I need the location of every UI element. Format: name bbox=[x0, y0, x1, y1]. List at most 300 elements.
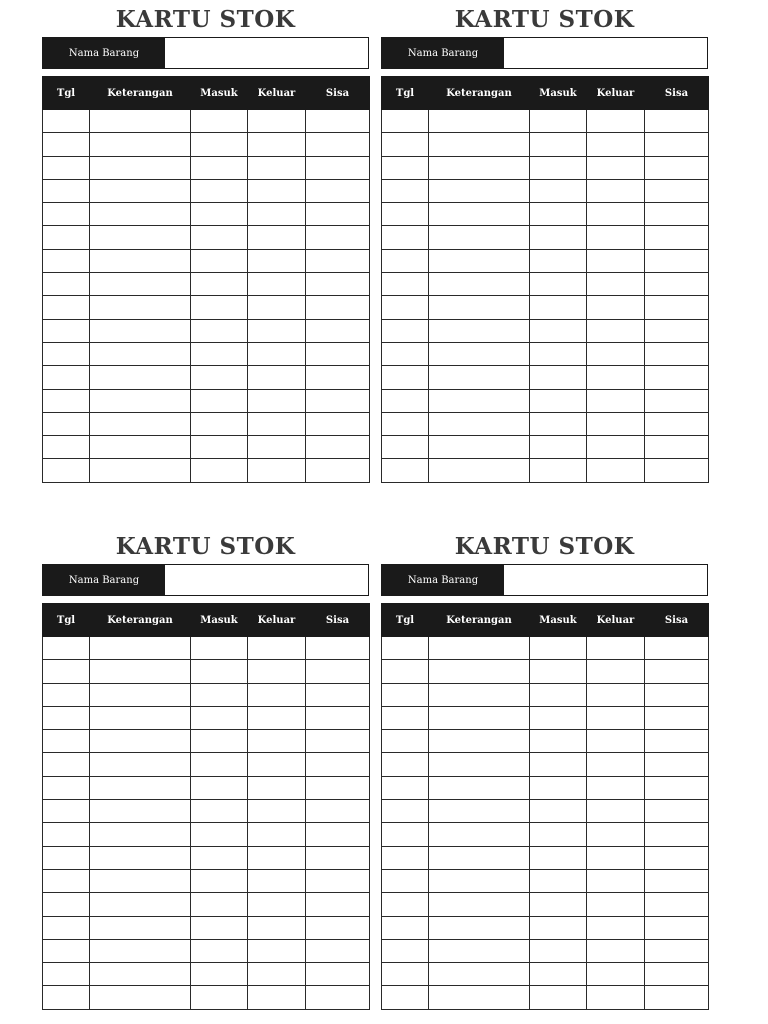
cell-keterangan[interactable] bbox=[90, 637, 191, 660]
cell-tgl[interactable] bbox=[43, 366, 90, 389]
cell-tgl[interactable] bbox=[43, 776, 90, 799]
cell-keterangan[interactable] bbox=[90, 893, 191, 916]
cell-sisa[interactable] bbox=[645, 637, 709, 660]
cell-sisa[interactable] bbox=[306, 683, 370, 706]
cell-sisa[interactable] bbox=[306, 110, 370, 133]
cell-keluar[interactable] bbox=[248, 893, 306, 916]
cell-masuk[interactable] bbox=[191, 319, 248, 342]
cell-tgl[interactable] bbox=[43, 296, 90, 319]
cell-sisa[interactable] bbox=[306, 916, 370, 939]
cell-sisa[interactable] bbox=[306, 273, 370, 296]
cell-tgl[interactable] bbox=[43, 823, 90, 846]
cell-keterangan[interactable] bbox=[429, 823, 530, 846]
cell-keluar[interactable] bbox=[248, 869, 306, 892]
cell-sisa[interactable] bbox=[306, 342, 370, 365]
cell-masuk[interactable] bbox=[530, 660, 587, 683]
cell-keterangan[interactable] bbox=[90, 342, 191, 365]
cell-tgl[interactable] bbox=[43, 389, 90, 412]
cell-sisa[interactable] bbox=[306, 753, 370, 776]
cell-tgl[interactable] bbox=[43, 893, 90, 916]
cell-keterangan[interactable] bbox=[90, 273, 191, 296]
cell-keluar[interactable] bbox=[248, 273, 306, 296]
cell-sisa[interactable] bbox=[645, 296, 709, 319]
cell-masuk[interactable] bbox=[191, 436, 248, 459]
cell-tgl[interactable] bbox=[43, 226, 90, 249]
cell-tgl[interactable] bbox=[382, 846, 429, 869]
cell-keluar[interactable] bbox=[587, 916, 645, 939]
cell-keluar[interactable] bbox=[248, 776, 306, 799]
cell-tgl[interactable] bbox=[382, 939, 429, 962]
cell-sisa[interactable] bbox=[306, 893, 370, 916]
cell-masuk[interactable] bbox=[191, 296, 248, 319]
cell-masuk[interactable] bbox=[530, 637, 587, 660]
cell-keluar[interactable] bbox=[248, 660, 306, 683]
cell-tgl[interactable] bbox=[382, 203, 429, 226]
cell-tgl[interactable] bbox=[382, 776, 429, 799]
item-name-field[interactable] bbox=[165, 38, 368, 68]
cell-keterangan[interactable] bbox=[429, 436, 530, 459]
cell-keterangan[interactable] bbox=[90, 110, 191, 133]
cell-masuk[interactable] bbox=[191, 846, 248, 869]
cell-tgl[interactable] bbox=[43, 273, 90, 296]
cell-sisa[interactable] bbox=[306, 436, 370, 459]
cell-keterangan[interactable] bbox=[90, 963, 191, 986]
cell-sisa[interactable] bbox=[645, 776, 709, 799]
cell-keterangan[interactable] bbox=[90, 660, 191, 683]
cell-keluar[interactable] bbox=[248, 916, 306, 939]
cell-keluar[interactable] bbox=[587, 800, 645, 823]
cell-keterangan[interactable] bbox=[429, 226, 530, 249]
cell-sisa[interactable] bbox=[306, 939, 370, 962]
cell-tgl[interactable] bbox=[43, 637, 90, 660]
cell-keterangan[interactable] bbox=[90, 869, 191, 892]
cell-keterangan[interactable] bbox=[429, 249, 530, 272]
cell-keterangan[interactable] bbox=[429, 156, 530, 179]
cell-keluar[interactable] bbox=[248, 412, 306, 435]
cell-masuk[interactable] bbox=[191, 342, 248, 365]
cell-keterangan[interactable] bbox=[90, 319, 191, 342]
cell-masuk[interactable] bbox=[191, 273, 248, 296]
cell-masuk[interactable] bbox=[530, 366, 587, 389]
cell-tgl[interactable] bbox=[43, 319, 90, 342]
cell-keterangan[interactable] bbox=[429, 296, 530, 319]
cell-sisa[interactable] bbox=[306, 296, 370, 319]
cell-keluar[interactable] bbox=[587, 459, 645, 482]
cell-sisa[interactable] bbox=[306, 730, 370, 753]
cell-keterangan[interactable] bbox=[90, 249, 191, 272]
cell-masuk[interactable] bbox=[191, 110, 248, 133]
cell-sisa[interactable] bbox=[306, 226, 370, 249]
cell-tgl[interactable] bbox=[382, 459, 429, 482]
cell-keterangan[interactable] bbox=[90, 939, 191, 962]
cell-tgl[interactable] bbox=[43, 110, 90, 133]
cell-keluar[interactable] bbox=[587, 156, 645, 179]
cell-keluar[interactable] bbox=[587, 226, 645, 249]
cell-masuk[interactable] bbox=[530, 133, 587, 156]
cell-sisa[interactable] bbox=[306, 986, 370, 1009]
cell-tgl[interactable] bbox=[43, 730, 90, 753]
cell-keterangan[interactable] bbox=[90, 226, 191, 249]
cell-keterangan[interactable] bbox=[429, 319, 530, 342]
cell-keterangan[interactable] bbox=[90, 800, 191, 823]
cell-keluar[interactable] bbox=[248, 203, 306, 226]
cell-keterangan[interactable] bbox=[90, 706, 191, 729]
cell-masuk[interactable] bbox=[191, 683, 248, 706]
cell-keluar[interactable] bbox=[587, 660, 645, 683]
cell-tgl[interactable] bbox=[382, 893, 429, 916]
cell-tgl[interactable] bbox=[382, 110, 429, 133]
cell-masuk[interactable] bbox=[191, 637, 248, 660]
cell-masuk[interactable] bbox=[191, 706, 248, 729]
cell-keterangan[interactable] bbox=[429, 893, 530, 916]
cell-masuk[interactable] bbox=[530, 800, 587, 823]
cell-tgl[interactable] bbox=[382, 366, 429, 389]
cell-keterangan[interactable] bbox=[90, 823, 191, 846]
cell-masuk[interactable] bbox=[191, 366, 248, 389]
cell-masuk[interactable] bbox=[191, 800, 248, 823]
cell-sisa[interactable] bbox=[306, 179, 370, 202]
cell-masuk[interactable] bbox=[530, 110, 587, 133]
cell-keterangan[interactable] bbox=[429, 916, 530, 939]
cell-sisa[interactable] bbox=[645, 133, 709, 156]
cell-keluar[interactable] bbox=[248, 706, 306, 729]
cell-masuk[interactable] bbox=[530, 963, 587, 986]
cell-keluar[interactable] bbox=[587, 753, 645, 776]
cell-keluar[interactable] bbox=[248, 939, 306, 962]
cell-masuk[interactable] bbox=[530, 776, 587, 799]
cell-sisa[interactable] bbox=[645, 110, 709, 133]
cell-tgl[interactable] bbox=[43, 203, 90, 226]
cell-masuk[interactable] bbox=[530, 296, 587, 319]
cell-tgl[interactable] bbox=[382, 963, 429, 986]
cell-keterangan[interactable] bbox=[429, 753, 530, 776]
cell-keterangan[interactable] bbox=[429, 706, 530, 729]
cell-sisa[interactable] bbox=[645, 412, 709, 435]
cell-sisa[interactable] bbox=[306, 800, 370, 823]
cell-keluar[interactable] bbox=[248, 730, 306, 753]
cell-keterangan[interactable] bbox=[429, 273, 530, 296]
cell-tgl[interactable] bbox=[382, 226, 429, 249]
cell-keterangan[interactable] bbox=[90, 753, 191, 776]
cell-masuk[interactable] bbox=[191, 916, 248, 939]
cell-keluar[interactable] bbox=[587, 436, 645, 459]
cell-keluar[interactable] bbox=[587, 706, 645, 729]
cell-tgl[interactable] bbox=[43, 412, 90, 435]
cell-sisa[interactable] bbox=[645, 706, 709, 729]
cell-tgl[interactable] bbox=[43, 869, 90, 892]
cell-keterangan[interactable] bbox=[429, 660, 530, 683]
cell-masuk[interactable] bbox=[530, 893, 587, 916]
cell-tgl[interactable] bbox=[43, 939, 90, 962]
cell-keterangan[interactable] bbox=[429, 366, 530, 389]
cell-tgl[interactable] bbox=[43, 683, 90, 706]
cell-keluar[interactable] bbox=[587, 730, 645, 753]
cell-sisa[interactable] bbox=[306, 706, 370, 729]
cell-keluar[interactable] bbox=[587, 133, 645, 156]
cell-keterangan[interactable] bbox=[429, 730, 530, 753]
cell-keluar[interactable] bbox=[587, 893, 645, 916]
cell-sisa[interactable] bbox=[645, 753, 709, 776]
cell-tgl[interactable] bbox=[43, 986, 90, 1009]
cell-sisa[interactable] bbox=[645, 226, 709, 249]
cell-tgl[interactable] bbox=[382, 986, 429, 1009]
cell-keluar[interactable] bbox=[587, 412, 645, 435]
cell-keluar[interactable] bbox=[587, 110, 645, 133]
cell-tgl[interactable] bbox=[382, 342, 429, 365]
cell-keluar[interactable] bbox=[248, 683, 306, 706]
cell-keluar[interactable] bbox=[587, 869, 645, 892]
cell-sisa[interactable] bbox=[645, 366, 709, 389]
cell-tgl[interactable] bbox=[382, 800, 429, 823]
cell-masuk[interactable] bbox=[191, 730, 248, 753]
cell-keterangan[interactable] bbox=[90, 730, 191, 753]
cell-sisa[interactable] bbox=[306, 869, 370, 892]
cell-sisa[interactable] bbox=[306, 366, 370, 389]
cell-masuk[interactable] bbox=[530, 986, 587, 1009]
cell-keluar[interactable] bbox=[248, 179, 306, 202]
cell-masuk[interactable] bbox=[530, 412, 587, 435]
cell-sisa[interactable] bbox=[306, 203, 370, 226]
cell-masuk[interactable] bbox=[191, 412, 248, 435]
cell-keterangan[interactable] bbox=[429, 459, 530, 482]
cell-keluar[interactable] bbox=[248, 963, 306, 986]
cell-masuk[interactable] bbox=[530, 342, 587, 365]
cell-masuk[interactable] bbox=[530, 916, 587, 939]
cell-tgl[interactable] bbox=[43, 179, 90, 202]
cell-keluar[interactable] bbox=[587, 366, 645, 389]
cell-masuk[interactable] bbox=[530, 203, 587, 226]
cell-masuk[interactable] bbox=[191, 249, 248, 272]
cell-sisa[interactable] bbox=[306, 389, 370, 412]
item-name-field[interactable] bbox=[165, 565, 368, 595]
cell-sisa[interactable] bbox=[306, 459, 370, 482]
cell-keluar[interactable] bbox=[587, 846, 645, 869]
cell-masuk[interactable] bbox=[191, 133, 248, 156]
cell-keluar[interactable] bbox=[587, 389, 645, 412]
cell-sisa[interactable] bbox=[645, 156, 709, 179]
cell-sisa[interactable] bbox=[645, 823, 709, 846]
cell-masuk[interactable] bbox=[530, 869, 587, 892]
cell-masuk[interactable] bbox=[530, 730, 587, 753]
cell-sisa[interactable] bbox=[645, 179, 709, 202]
cell-masuk[interactable] bbox=[191, 776, 248, 799]
cell-tgl[interactable] bbox=[382, 133, 429, 156]
cell-keterangan[interactable] bbox=[429, 412, 530, 435]
cell-sisa[interactable] bbox=[645, 963, 709, 986]
cell-sisa[interactable] bbox=[645, 800, 709, 823]
cell-keterangan[interactable] bbox=[429, 846, 530, 869]
cell-keluar[interactable] bbox=[248, 823, 306, 846]
cell-keluar[interactable] bbox=[587, 342, 645, 365]
cell-keluar[interactable] bbox=[248, 436, 306, 459]
cell-tgl[interactable] bbox=[382, 869, 429, 892]
cell-masuk[interactable] bbox=[530, 179, 587, 202]
cell-tgl[interactable] bbox=[382, 296, 429, 319]
cell-keterangan[interactable] bbox=[90, 436, 191, 459]
cell-tgl[interactable] bbox=[382, 730, 429, 753]
cell-keluar[interactable] bbox=[248, 156, 306, 179]
item-name-field[interactable] bbox=[504, 38, 707, 68]
cell-masuk[interactable] bbox=[191, 753, 248, 776]
cell-masuk[interactable] bbox=[191, 963, 248, 986]
cell-keluar[interactable] bbox=[248, 389, 306, 412]
cell-tgl[interactable] bbox=[382, 156, 429, 179]
cell-masuk[interactable] bbox=[191, 893, 248, 916]
cell-sisa[interactable] bbox=[306, 776, 370, 799]
cell-keterangan[interactable] bbox=[90, 179, 191, 202]
cell-masuk[interactable] bbox=[191, 203, 248, 226]
cell-keluar[interactable] bbox=[248, 249, 306, 272]
cell-keluar[interactable] bbox=[248, 226, 306, 249]
cell-masuk[interactable] bbox=[530, 706, 587, 729]
cell-keluar[interactable] bbox=[248, 846, 306, 869]
cell-sisa[interactable] bbox=[645, 342, 709, 365]
cell-keterangan[interactable] bbox=[90, 133, 191, 156]
cell-keluar[interactable] bbox=[587, 776, 645, 799]
cell-sisa[interactable] bbox=[645, 459, 709, 482]
cell-sisa[interactable] bbox=[645, 660, 709, 683]
cell-tgl[interactable] bbox=[382, 273, 429, 296]
cell-sisa[interactable] bbox=[645, 273, 709, 296]
cell-masuk[interactable] bbox=[191, 156, 248, 179]
cell-tgl[interactable] bbox=[382, 319, 429, 342]
cell-tgl[interactable] bbox=[43, 342, 90, 365]
cell-sisa[interactable] bbox=[645, 249, 709, 272]
cell-tgl[interactable] bbox=[382, 916, 429, 939]
cell-masuk[interactable] bbox=[530, 939, 587, 962]
cell-tgl[interactable] bbox=[43, 706, 90, 729]
cell-tgl[interactable] bbox=[43, 156, 90, 179]
cell-keluar[interactable] bbox=[248, 459, 306, 482]
cell-tgl[interactable] bbox=[43, 963, 90, 986]
cell-tgl[interactable] bbox=[382, 753, 429, 776]
cell-keluar[interactable] bbox=[248, 133, 306, 156]
cell-tgl[interactable] bbox=[382, 637, 429, 660]
cell-tgl[interactable] bbox=[43, 846, 90, 869]
cell-masuk[interactable] bbox=[530, 846, 587, 869]
cell-sisa[interactable] bbox=[645, 683, 709, 706]
cell-keterangan[interactable] bbox=[90, 156, 191, 179]
cell-masuk[interactable] bbox=[530, 459, 587, 482]
cell-masuk[interactable] bbox=[530, 436, 587, 459]
cell-keluar[interactable] bbox=[587, 273, 645, 296]
cell-masuk[interactable] bbox=[191, 660, 248, 683]
cell-tgl[interactable] bbox=[382, 412, 429, 435]
cell-keterangan[interactable] bbox=[90, 459, 191, 482]
cell-sisa[interactable] bbox=[645, 869, 709, 892]
cell-tgl[interactable] bbox=[43, 249, 90, 272]
cell-masuk[interactable] bbox=[530, 226, 587, 249]
cell-masuk[interactable] bbox=[530, 156, 587, 179]
cell-keterangan[interactable] bbox=[90, 916, 191, 939]
cell-tgl[interactable] bbox=[382, 683, 429, 706]
cell-keterangan[interactable] bbox=[429, 110, 530, 133]
cell-masuk[interactable] bbox=[530, 249, 587, 272]
cell-keterangan[interactable] bbox=[429, 986, 530, 1009]
cell-sisa[interactable] bbox=[306, 963, 370, 986]
cell-keterangan[interactable] bbox=[90, 986, 191, 1009]
cell-sisa[interactable] bbox=[306, 846, 370, 869]
cell-keluar[interactable] bbox=[587, 249, 645, 272]
cell-keluar[interactable] bbox=[248, 800, 306, 823]
cell-masuk[interactable] bbox=[530, 319, 587, 342]
cell-keluar[interactable] bbox=[587, 963, 645, 986]
cell-masuk[interactable] bbox=[191, 389, 248, 412]
cell-keterangan[interactable] bbox=[429, 683, 530, 706]
cell-keterangan[interactable] bbox=[90, 366, 191, 389]
cell-keluar[interactable] bbox=[587, 939, 645, 962]
cell-keterangan[interactable] bbox=[90, 776, 191, 799]
cell-tgl[interactable] bbox=[43, 753, 90, 776]
cell-keluar[interactable] bbox=[248, 753, 306, 776]
cell-sisa[interactable] bbox=[306, 319, 370, 342]
cell-sisa[interactable] bbox=[306, 660, 370, 683]
cell-tgl[interactable] bbox=[382, 660, 429, 683]
cell-keterangan[interactable] bbox=[429, 389, 530, 412]
cell-keluar[interactable] bbox=[587, 823, 645, 846]
cell-masuk[interactable] bbox=[191, 226, 248, 249]
cell-tgl[interactable] bbox=[43, 133, 90, 156]
cell-sisa[interactable] bbox=[645, 939, 709, 962]
cell-masuk[interactable] bbox=[191, 986, 248, 1009]
cell-sisa[interactable] bbox=[306, 823, 370, 846]
cell-tgl[interactable] bbox=[43, 800, 90, 823]
cell-keterangan[interactable] bbox=[429, 203, 530, 226]
cell-keluar[interactable] bbox=[248, 110, 306, 133]
cell-keterangan[interactable] bbox=[90, 683, 191, 706]
cell-tgl[interactable] bbox=[382, 179, 429, 202]
item-name-field[interactable] bbox=[504, 565, 707, 595]
cell-sisa[interactable] bbox=[645, 203, 709, 226]
cell-sisa[interactable] bbox=[306, 637, 370, 660]
cell-tgl[interactable] bbox=[43, 436, 90, 459]
cell-tgl[interactable] bbox=[382, 436, 429, 459]
cell-sisa[interactable] bbox=[645, 319, 709, 342]
cell-keterangan[interactable] bbox=[90, 846, 191, 869]
cell-tgl[interactable] bbox=[382, 706, 429, 729]
cell-tgl[interactable] bbox=[382, 823, 429, 846]
cell-keterangan[interactable] bbox=[429, 776, 530, 799]
cell-keterangan[interactable] bbox=[90, 296, 191, 319]
cell-tgl[interactable] bbox=[43, 916, 90, 939]
cell-sisa[interactable] bbox=[645, 436, 709, 459]
cell-masuk[interactable] bbox=[530, 389, 587, 412]
cell-sisa[interactable] bbox=[645, 846, 709, 869]
cell-keterangan[interactable] bbox=[429, 939, 530, 962]
cell-keluar[interactable] bbox=[248, 319, 306, 342]
cell-keluar[interactable] bbox=[587, 179, 645, 202]
cell-masuk[interactable] bbox=[530, 273, 587, 296]
cell-masuk[interactable] bbox=[191, 459, 248, 482]
cell-keterangan[interactable] bbox=[90, 389, 191, 412]
cell-keluar[interactable] bbox=[248, 296, 306, 319]
cell-sisa[interactable] bbox=[645, 389, 709, 412]
cell-sisa[interactable] bbox=[645, 916, 709, 939]
cell-sisa[interactable] bbox=[645, 893, 709, 916]
cell-keterangan[interactable] bbox=[429, 800, 530, 823]
cell-tgl[interactable] bbox=[43, 459, 90, 482]
cell-tgl[interactable] bbox=[43, 660, 90, 683]
cell-masuk[interactable] bbox=[530, 753, 587, 776]
cell-sisa[interactable] bbox=[645, 986, 709, 1009]
cell-keterangan[interactable] bbox=[429, 963, 530, 986]
cell-masuk[interactable] bbox=[191, 823, 248, 846]
cell-tgl[interactable] bbox=[382, 249, 429, 272]
cell-keluar[interactable] bbox=[587, 986, 645, 1009]
cell-keterangan[interactable] bbox=[429, 869, 530, 892]
cell-sisa[interactable] bbox=[306, 156, 370, 179]
cell-keluar[interactable] bbox=[248, 637, 306, 660]
